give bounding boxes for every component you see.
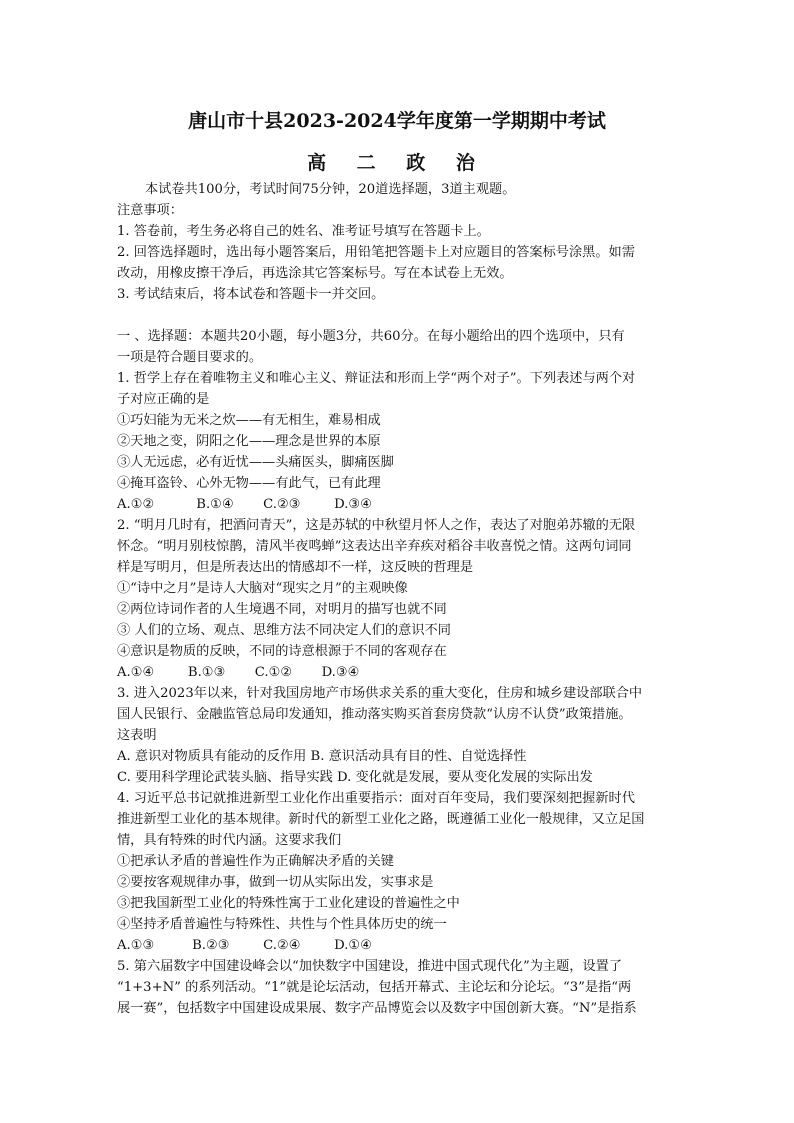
question-line: 1. 哲学上存在着唯物主义和唯心主义、辩证法和形而上学“两个对子”。下列表述与两个对 [117,371,636,386]
question-line: 情，具有特殊的时代内涵。这要求我们 [117,833,342,848]
question-line: ④坚持矛盾普遍性与特殊性、共性与个性具体历史的统一 [117,917,447,932]
question-line: 3. 进入2023年以来，针对我国房地产市场供求关系的重大变化，住房和城乡建设部联合中 [117,686,643,701]
question-line: ④掩耳盗铃、心外无物——有此气，已有此理 [117,476,381,491]
exam-subtitle: 高 二 政 治 [307,152,487,174]
question-line: 样是写明月，但是所表达出的情感却不一样，这反映的哲理是 [117,560,474,575]
note-line: 3. 考试结束后，将本试卷和答题卡一并交回。 [117,287,385,302]
question-line: ③ 人们的立场、观点、思维方法不同决定人们的意识不同 [117,623,451,638]
question-line: “1+3+N” 的系列活动。“1”就是论坛活动，包括开幕式、主论坛和分论坛。“3”是指“两 [117,980,632,995]
note-line: 2. 回答选择题时，选出每小题答案后，用铅笔把答题卡上对应题目的答案标号涂黑。如需 [117,245,635,260]
question-line: ③人无远虑，必有近忧——头痛医头，脚痛医脚 [117,455,394,470]
question-line: 推进新型工业化的基本规律。新时代的新型工业化之路，既遵循工业化一般规律，又立足国 [117,812,645,827]
notes-heading: 注意事项： [117,203,183,218]
section-heading: 一 、选择题：本题共20小题，每小题3分，共60分。在每小题给出的四个选项中，只有 [117,329,625,344]
section-heading-cont: 一项是符合题目要求的。 [117,350,263,365]
question-line: ②天地之变，阴阳之化——理念是世界的本原 [117,434,381,449]
question-line: ①“诗中之月”是诗人大脑对“现实之月”的主观映像 [117,581,408,596]
question-line: A. 意识对物质具有能动的反作用 B. 意识活动具有目的性、自觉选择性 [117,749,527,764]
question-line: ④意识是物质的反映，不同的诗意根源于不同的客观存在 [117,644,447,659]
intro-text: 本试卷共100分，考试时间75分钟，20道选择题，3道主观题。 [145,182,516,197]
question-line: 展一赛”，包括数字中国建设成果展、数字产品博览会以及数字中国创新大赛。“N”是指系 [117,1001,637,1016]
question-line: ①把承认矛盾的普遍性作为正确解决矛盾的关键 [117,854,394,869]
question-line: 国人民银行、金融监管总局印发通知，推动落实购买首套房贷款“认房不认贷”政策措施。 [117,707,632,722]
question-line: 子对应正确的是 [117,392,210,407]
question-line: ②要按客观规律办事，做到一切从实际出发，实事求是 [117,875,434,890]
question-line: ③把我国新型工业化的特殊性寓于工业化建设的普遍性之中 [117,896,460,911]
exam-title: 唐山市十县2023-2024学年度第一学期期中考试 [188,110,606,132]
question-line: 5. 第六届数字中国建设峰会以“加快数字中国建设，推进中国式现代化”为主题，设置了 [117,959,623,974]
answer-options: A.①④ B.①③ C.①② D.③④ [117,665,360,680]
question-line: 2. “明月几时有，把酒问青天”，这是苏轼的中秋望月怀人之作，表达了对胞弟苏辙的无限 [117,518,636,533]
note-line: 改动，用橡皮擦干净后，再选涂其它答案标号。写在本试卷上无效。 [117,266,513,281]
question-line: 这表明 [117,728,157,743]
question-line: C. 要用科学理论武装头脑、指导实践 D. 变化就是发展，要从变化发展的实际出发 [117,770,593,785]
question-line: 怀念。“明月别枝惊鹊，清风半夜鸣蝉”这表达出辛弃疾对稻谷丰收喜悦之情。这两句词同 [117,539,632,554]
question-line: 4. 习近平总书记就推进新型工业化作出重要指示：面对百年变局，我们要深刻把握新时代 [117,791,635,806]
note-line: 1. 答卷前，考生务必将自己的姓名、准考证号填写在答题卡上。 [117,224,490,239]
question-line: ②两位诗词作者的人生境遇不同，对明月的描写也就不同 [117,602,447,617]
answer-options: A.①② B.①④ C.②③ D.③④ [117,497,373,512]
question-line: ①巧妇能为无米之炊——有无相生，难易相成 [117,413,381,428]
answer-options: A.①③ B.②③ C.②④ D.①④ [117,938,373,953]
